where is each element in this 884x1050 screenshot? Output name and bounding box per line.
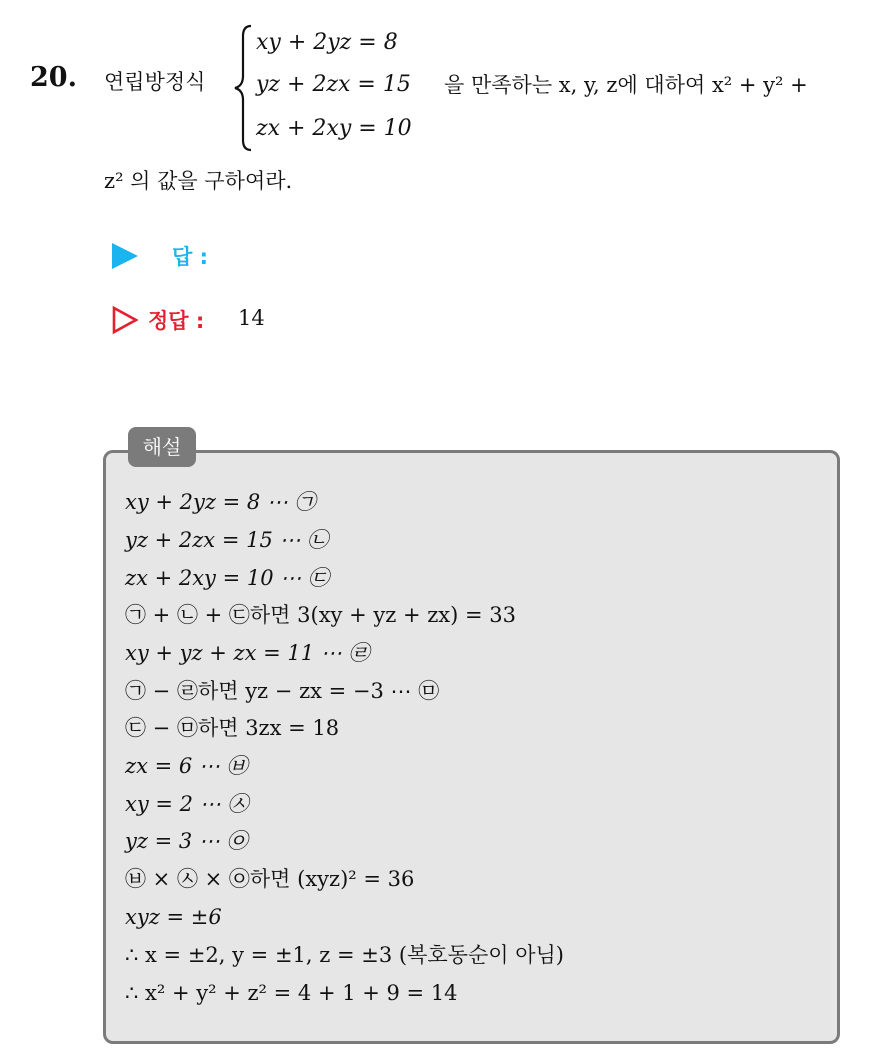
play-arrow-icon (112, 243, 138, 269)
solution-line-13: ∴ x = ±2, y = ±1, z = ±3 (복호동순이 아님) (125, 943, 564, 967)
solution-line-3: zx + 2xy = 10 ⋯ ㉢ (125, 566, 329, 590)
problem-question-line: z² 의 값을 구하여라. (104, 169, 293, 193)
answer-label: 답 : (172, 245, 208, 269)
solution-line-8: zx = 6 ⋯ ㉥ (125, 754, 248, 778)
solution-line-9: xy = 2 ⋯ ㉦ (125, 792, 249, 816)
solution-line-11: ㉥ × ㉦ × ㉧하면 (xyz)² = 36 (125, 867, 415, 891)
solution-tab: 해설 (128, 427, 196, 467)
solution-line-14: ∴ x² + y² + z² = 4 + 1 + 9 = 14 (125, 981, 458, 1005)
system-brace (232, 24, 254, 152)
solution-line-4: ㉠ + ㉡ + ㉢하면 3(xy + yz + zx) = 33 (125, 603, 516, 627)
equation-3: zx + 2xy = 10 (256, 116, 412, 141)
outline-arrow-icon (110, 305, 140, 335)
problem-tail-text: 을 만족하는 x, y, z에 대하여 x² + y² + (444, 73, 808, 97)
solution-line-5: xy + yz + zx = 11 ⋯ ㉣ (125, 641, 370, 665)
equation-2: yz + 2zx = 15 (256, 72, 411, 97)
solution-line-6: ㉠ − ㉣하면 yz − zx = −3 ⋯ ㉤ (125, 679, 440, 703)
solution-line-7: ㉢ − ㉤하면 3zx = 18 (125, 716, 340, 740)
equation-1: xy + 2yz = 8 (256, 30, 398, 55)
solution-line-1: xy + 2yz = 8 ⋯ ㉠ (125, 490, 316, 514)
solution-line-2: yz + 2zx = 15 ⋯ ㉡ (125, 528, 329, 552)
correct-answer-label: 정답 : (148, 309, 205, 333)
problem-number: 20. (30, 62, 77, 93)
solution-line-10: yz = 3 ⋯ ㉧ (125, 829, 248, 853)
problem-lead-text: 연립방정식 (104, 70, 206, 94)
solution-line-12: xyz = ±6 (125, 905, 222, 929)
correct-answer-value: 14 (238, 306, 265, 330)
